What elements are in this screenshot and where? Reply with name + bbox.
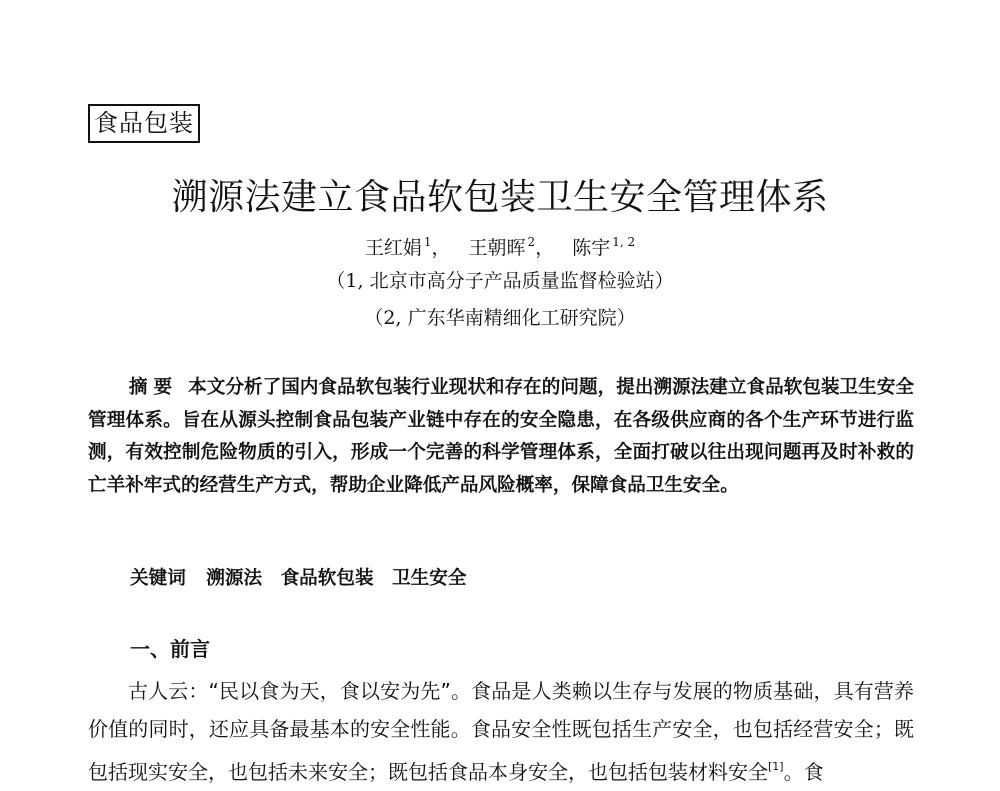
author-affil-mark: 1, 2 bbox=[612, 235, 636, 249]
author-name: 王朝晖 bbox=[468, 237, 526, 259]
author-name: 王红娟 bbox=[364, 237, 422, 259]
author-2 bbox=[469, 237, 555, 259]
section-tag: 食品包装 bbox=[88, 104, 200, 143]
body-paragraph bbox=[88, 672, 914, 791]
keywords bbox=[130, 563, 478, 595]
keyword: 卫生安全 bbox=[392, 568, 467, 589]
keywords-label: 关键词 bbox=[130, 568, 186, 589]
section-heading: 一、前言 bbox=[130, 637, 210, 661]
author-3 bbox=[572, 237, 635, 259]
author-name: 陈宇 bbox=[572, 237, 611, 259]
abstract bbox=[88, 372, 914, 502]
article-title: 溯源法建立食品软包装卫生安全管理体系 bbox=[171, 177, 829, 218]
paragraph-text-continued: 。食 bbox=[783, 760, 824, 784]
author-separator: ， bbox=[535, 237, 555, 259]
paragraph-text: 古人云：“民以食为天，食以安为先”。食品是人类赖以生存与发展的物质基础，具有营养价值的同时，还应具备最基本的安全性能。食品安全性既包括生产安全，也包括经营安全；既包括现实安全，也包括未来安全；既包括食品本身安全，也包括包装材料安全 bbox=[88, 679, 914, 784]
abstract-text: 本文分析了国内食品软包装行业现状和存在的问题，提出溯源法建立食品软包装卫生安全管理体系。旨在从源头控制食品包装产业链中存在的安全隐患，在各级供应商的各个生产环节进行监测，有效控制危险物质的引入，形成一个完善的科学管理体系，全面打破以往出现问题再及时补救的亡羊补牢式的经营生产方式，帮助企业降低产品风险概率，保障食品卫生安全。 bbox=[88, 377, 914, 496]
author-line bbox=[0, 228, 1000, 262]
keyword: 溯源法 bbox=[206, 568, 263, 589]
abstract-label: 摘要 bbox=[128, 377, 179, 398]
author-1 bbox=[365, 237, 451, 259]
affiliation-2: （2, 广东华南精细化工研究院） bbox=[364, 307, 636, 329]
affiliation-1: （1, 北京市高分子产品质量监督检验站） bbox=[326, 270, 674, 292]
author-affil-mark: 2 bbox=[527, 235, 536, 249]
author-affil-mark: 1 bbox=[423, 235, 432, 249]
keyword: 食品软包装 bbox=[280, 568, 374, 589]
citation-mark: [1] bbox=[768, 760, 784, 773]
author-separator: ， bbox=[431, 237, 451, 259]
